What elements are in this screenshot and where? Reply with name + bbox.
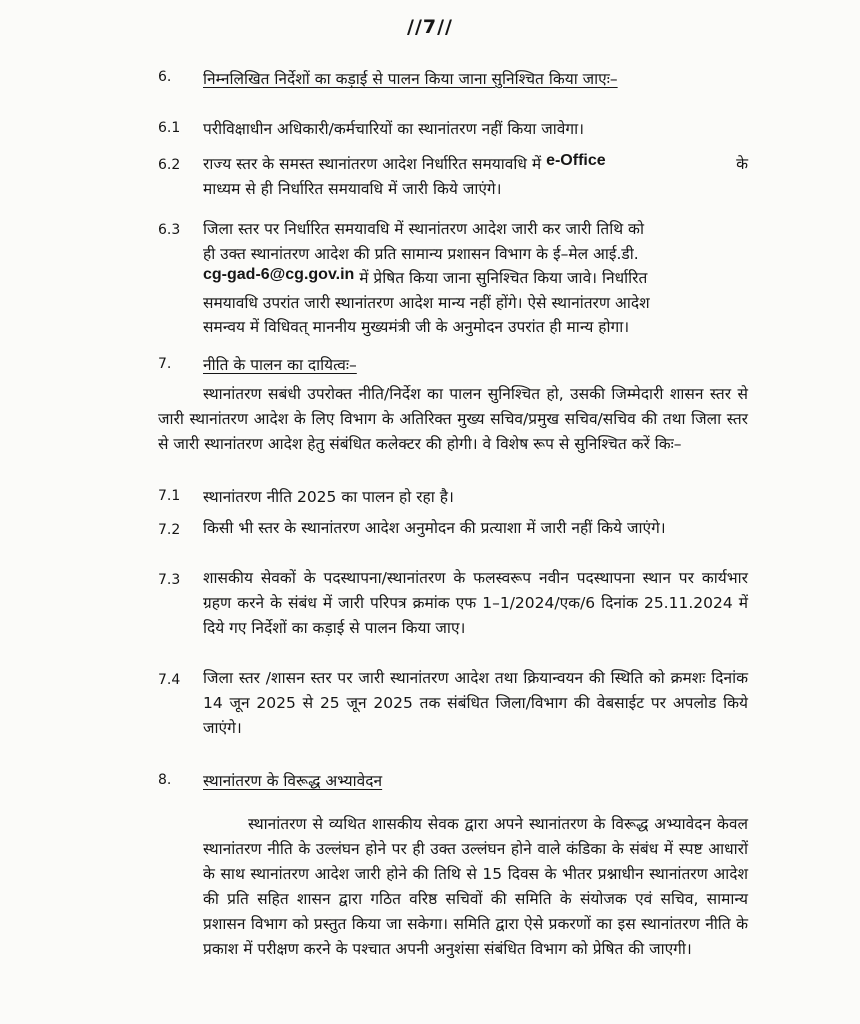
item-6-3-number: 6.3 <box>158 222 181 238</box>
item-6-2-number: 6.2 <box>158 157 181 173</box>
section-6-heading: निम्नलिखित निर्देशों का कड़ाई से पालन किया जाना सुनिश्चित किया जाएः– <box>203 70 618 88</box>
item-7-2-text: किसी भी स्तर के स्थानांतरण आदेश अनुमोदन की प्रत्याशा में जारी नहीं किये जाएंगे। <box>203 519 666 537</box>
item-6-3-line-5: समन्वय में विधिवत् माननीय मुख्यमंत्री जी के अनुमोदन उपरांत ही मान्य होगा। <box>203 318 630 336</box>
section-7-intro: स्थानांतरण सबंधी उपरोक्त नीति/निर्देश का पालन सुनिश्चित हो, उसकी जिम्मेदारी शासन स्तर से जारी स्थानांतरण आदेश के लिए विभाग के अतिरिक्त मुख्य सचिव/प्रमुख सचिव/सचिव की तथा जिला स्तर से जारी स्थानांतरण आदेश हेतु संबंधित कलेक्टर की होगी। वे विशेष रूप से सुनिश्चित करें किः– <box>158 385 748 453</box>
section-7-number: 7. <box>158 356 172 372</box>
page-number: //7// <box>407 16 453 38</box>
item-6-1-text: परीविक्षाधीन अधिकारी/कर्मचारियों का स्थानांतरण नहीं किया जावेगा। <box>203 120 584 138</box>
item-6-2-text-b: के <box>736 155 748 173</box>
item-6-1-number: 6.1 <box>158 120 181 136</box>
section-8-number: 8. <box>158 772 172 788</box>
item-6-2-text-a: राज्य स्तर के समस्त स्थानांतरण आदेश निर्धारित समयावधि में <box>203 155 547 173</box>
section-7-heading: नीति के पालन का दायित्वः– <box>203 356 357 374</box>
section-8-body: स्थानांतरण से व्यथित शासकीय सेवक द्वारा अपने स्थानांतरण के विरूद्ध अभ्यावेदन केवल स्थानांतरण नीति के उल्लंघन होने पर ही उक्त उल्लंघन होने वाले कंडिका के संबंध में स्पष्ट आधारों के साथ स्थानांतरण आदेश जारी होने की तिथि से 15 दिवस के भीतर प्रश्नाधीन स्थानांतरण आदेश की प्रति सहित शासन द्वारा गठित वरिष्ठ सचिवों की समिति के संयोजक एवं सचिव, सामान्य प्रशासन विभाग को प्रस्तुत किया जा सकेगा। समिति द्वारा ऐसे प्रकरणों का इस स्थानांतरण नीति के प्रकाश में परीक्षण करने के पश्चात अपनी अनुशंसा संबंधित विभाग को प्रेषित की जाएगी। <box>203 815 748 958</box>
item-6-2-line-2: माध्यम से ही निर्धारित समयावधि में जारी किये जाएंगे। <box>203 180 502 198</box>
item-7-4-text: जिला स्तर /शासन स्तर पर जारी स्थानांतरण आदेश तथा क्रियान्वयन की स्थिति को क्रमशः दिनांक 14 जून 2025 से 25 जून 2025 तक संबंधित जिला/विभाग की वेबसाईट पर अपलोड किये जाएंगे। <box>203 669 748 737</box>
item-7-3-number: 7.3 <box>158 572 181 588</box>
item-6-2-eoffice: e-Office <box>546 152 606 169</box>
item-7-1-text: स्थानांतरण नीति 2025 का पालन हो रहा है। <box>203 488 454 506</box>
item-6-3-line-4: समयावधि उपरांत जारी स्थानांतरण आदेश मान्य नहीं होंगे। ऐसे स्थानांतरण आदेश <box>203 294 650 312</box>
section-6-number: 6. <box>158 69 172 85</box>
item-7-2-number: 7.2 <box>158 522 181 538</box>
item-6-2-line-1 <box>203 152 748 174</box>
item-7-4-number: 7.4 <box>158 672 181 688</box>
item-6-3-line-3 <box>203 266 647 288</box>
section-8-heading: स्थानांतरण के विरूद्ध अभ्यावेदन <box>203 772 383 790</box>
item-6-3-line-3-text: में प्रेषित किया जाना सुनिश्चित किया जावे। निर्धारित <box>354 269 648 287</box>
email-address: cg-gad-6@cg.gov.in <box>203 266 355 283</box>
item-7-3-text: शासकीय सेवकों के पदस्थापना/स्थानांतरण के फलस्वरूप नवीन पदस्थापना स्थान पर कार्यभार ग्रहण करने के संबंध में जारी परिपत्र क्रमांक एफ 1–1/2024/एक/6 दिनांक 25.11.2024 में दिये गए निर्देशों का कड़ाई से पालन किया जाए। <box>203 569 748 637</box>
item-7-1-number: 7.1 <box>158 488 181 504</box>
item-6-3-line-1: जिला स्तर पर निर्धारित समयावधि में स्थानांतरण आदेश जारी कर जारी तिथि को <box>203 220 644 238</box>
item-6-3-line-2: ही उक्त स्थानांतरण आदेश की प्रति सामान्य प्रशासन विभाग के ई–मेल आई.डी. <box>203 245 639 263</box>
